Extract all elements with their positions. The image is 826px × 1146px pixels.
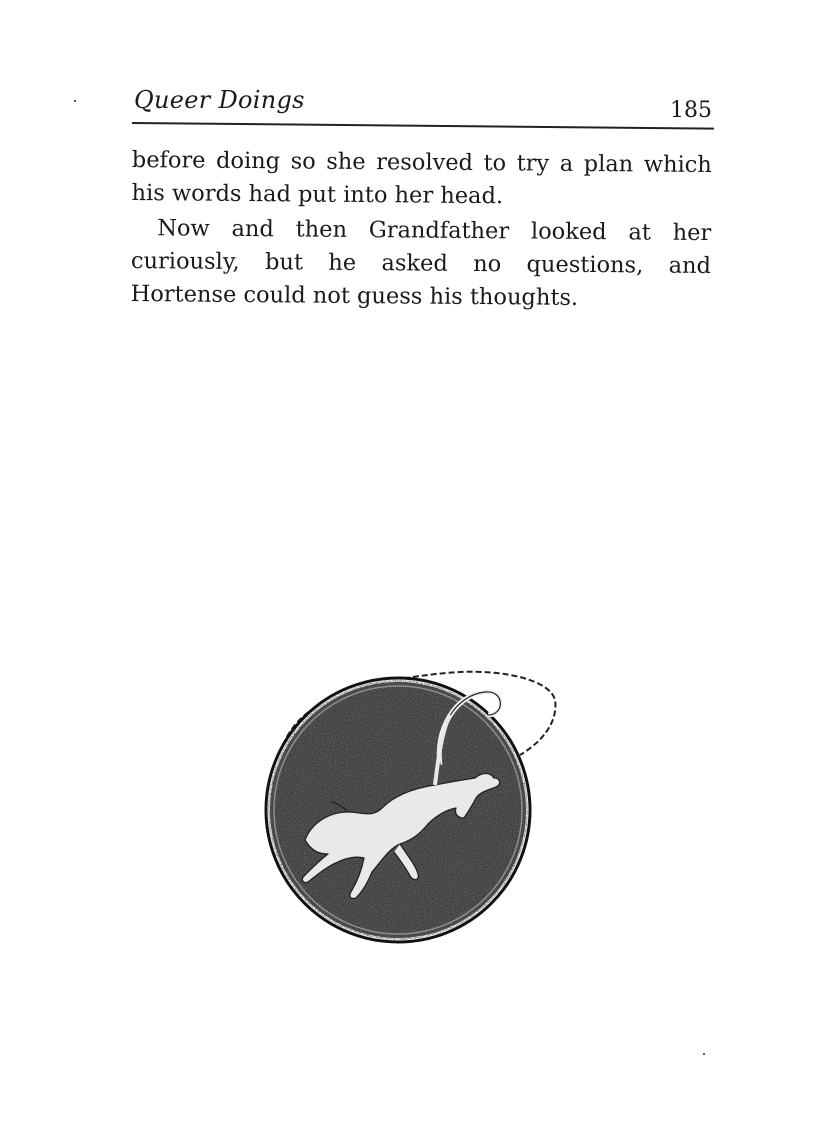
paragraph-2: Now and then Grandfather looked at her curiously, but he asked no questions, and Hortense could not guess his thoughts. bbox=[130, 215, 712, 311]
locket-with-dog-engraving-icon bbox=[250, 660, 570, 960]
scan-speck bbox=[74, 100, 76, 102]
scan-speck bbox=[703, 1053, 705, 1055]
header-rule bbox=[132, 122, 714, 130]
body-text bbox=[131, 144, 712, 316]
running-head bbox=[132, 86, 714, 130]
page-number: 185 bbox=[670, 98, 712, 123]
paragraph-1: before doing so she resolved to try a plan which his words had put into her head. bbox=[131, 146, 712, 210]
running-title: Queer Doings bbox=[134, 86, 305, 114]
